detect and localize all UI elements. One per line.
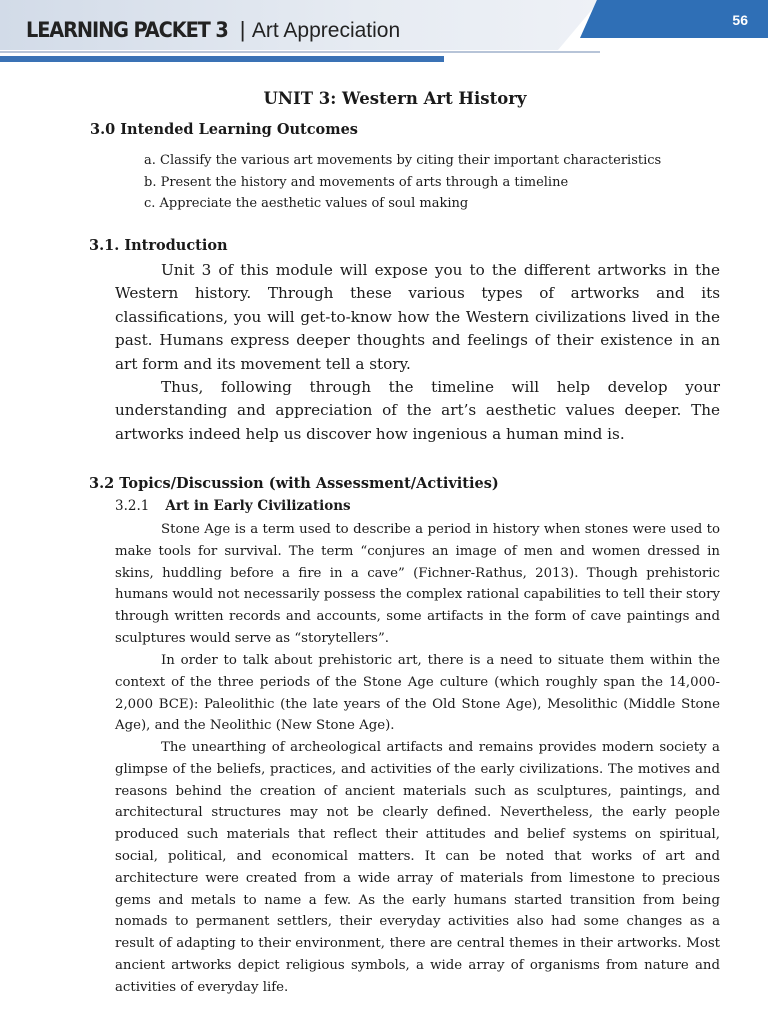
header-rule bbox=[0, 56, 444, 62]
header-separator: | bbox=[239, 17, 246, 42]
introduction-heading: 3.1. Introduction bbox=[89, 237, 228, 254]
topic-paragraph: The unearthing of archeological artifacts and remains provides modern society a glimpse of the beliefs, practices, and activities of the early civilizations. The motives and reasons behind the creation of ancient materials such as sculptures, paintings, and architectural structures may not be clearly defined. Nevertheless, the early people produced such materials that reflect their attitudes and belief systems on spiritual, social, political, and economical matters. It can be noted that works of art and architecture were created from a wide array of materials from limestone to precious gems and metals to name a few. As the early humans started transition from being nomads to permanent settlers, their everyday activities also had some changes as a result of adapting to their environment, there are central themes in their artworks. Most ancient artworks depict religious symbols, a wide array of organisms from nature and activities of everyday life. bbox=[115, 740, 720, 995]
subject-label: Art Appreciation bbox=[251, 19, 401, 42]
header-title bbox=[26, 17, 400, 43]
list-item: c. Appreciate the aesthetic values of soul making bbox=[144, 196, 469, 211]
intro-paragraph: Unit 3 of this module will expose you to the different artworks in the Western history. Through these various types of artworks and its classifications, you will get-to-know how the Western civilizations lived in the past. Humans express deeper thoughts and feelings of their existence in an art form and its movement tell a story. bbox=[115, 261, 720, 373]
page-number: 56 bbox=[732, 12, 748, 28]
unit-title: UNIT 3: Western Art History bbox=[263, 89, 527, 108]
subtopic-heading bbox=[115, 498, 351, 514]
outcomes-heading: 3.0 Intended Learning Outcomes bbox=[90, 121, 358, 138]
topics-heading: 3.2 Topics/Discussion (with Assessment/Activities) bbox=[89, 475, 499, 492]
list-item: a. Classify the various art movements by citing their important characteristics bbox=[144, 153, 662, 168]
topic-paragraph: In order to talk about prehistoric art, there is a need to situate them within the context of the three periods of the Stone Age culture (which roughly span the 14,000-2,000 BCE): Paleolithic (the late years of the Old Stone Age), Mesolithic (Middle Stone Age), and the Neolithic (New Stone Age). bbox=[115, 653, 720, 734]
topic-paragraph: Stone Age is a term used to describe a period in history when stones were used to make tools for survival. The term “conjures an image of men and women dressed in skins, huddling before a fire in a cave” (Fichner-Rathus, 2013). Though prehistoric humans would not necessarily possess the complex rational capabilities to tell their story through written records and accounts, some artifacts in the form of cave paintings and sculptures would serve as “storytellers”. bbox=[115, 522, 720, 646]
header-rule-thin bbox=[0, 51, 600, 53]
subtopic-title: Art in Early Civilizations bbox=[165, 498, 351, 514]
packet-label: LEARNING PACKET 3 bbox=[26, 18, 228, 42]
list-item: b. Present the history and movements of arts through a timeline bbox=[144, 174, 569, 190]
outcomes-list bbox=[144, 150, 661, 215]
subtopic-number: 3.2.1 bbox=[115, 498, 150, 514]
intro-paragraph: Thus, following through the timeline will help develop your understanding and appreciation of the art’s aesthetic values deeper. The artworks indeed help us discover how ingenious a human mind is. bbox=[115, 378, 720, 443]
